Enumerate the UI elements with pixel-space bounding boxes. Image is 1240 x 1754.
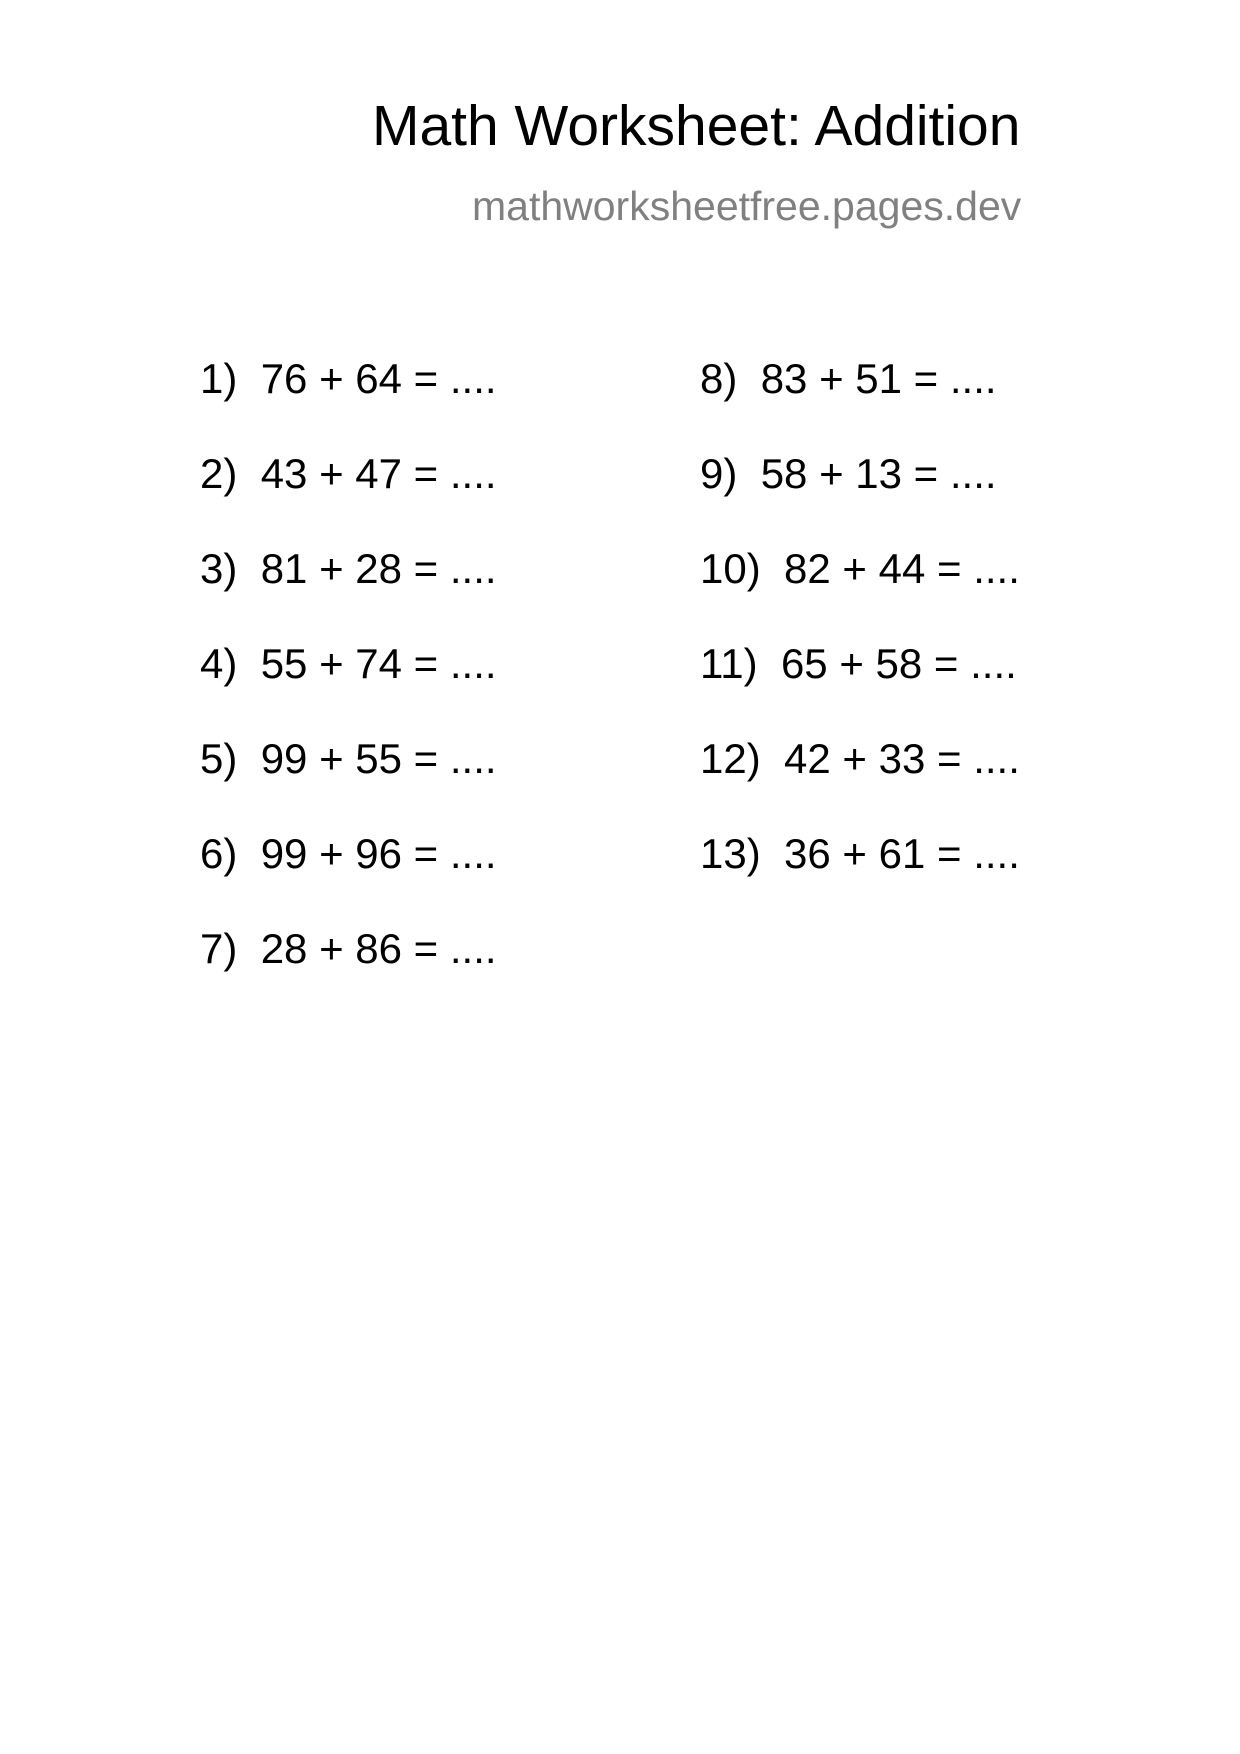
problem-item [700, 735, 1020, 782]
problem-number: 11) [700, 640, 758, 687]
problem-item [200, 355, 497, 402]
problem-item [200, 545, 497, 592]
problem-item [700, 640, 1017, 687]
problem-number: 5) [200, 735, 238, 782]
problem-expression: 99 + 55 = .... [260, 735, 497, 782]
problem-expression: 58 + 13 = .... [760, 450, 997, 497]
problem-item [700, 545, 1020, 592]
worksheet-title: Math Worksheet: Addition [372, 94, 1021, 158]
problem-item [700, 355, 997, 402]
problem-expression: 42 + 33 = .... [784, 735, 1020, 782]
problem-expression: 83 + 51 = .... [760, 355, 997, 402]
worksheet-source: mathworksheetfree.pages.dev [472, 183, 1022, 229]
problem-number: 12) [700, 735, 761, 782]
problem-number: 6) [200, 830, 238, 877]
problem-number: 13) [700, 830, 761, 877]
problem-expression: 76 + 64 = .... [260, 355, 497, 402]
problem-expression: 82 + 44 = .... [784, 545, 1020, 592]
problem-expression: 99 + 96 = .... [260, 830, 497, 877]
problem-number: 1) [200, 355, 238, 402]
problem-item [700, 830, 1020, 877]
problem-expression: 43 + 47 = .... [260, 450, 497, 497]
problem-number: 7) [200, 925, 238, 972]
problem-expression: 81 + 28 = .... [260, 545, 497, 592]
problem-item [200, 830, 497, 877]
problem-number: 9) [700, 450, 738, 497]
problem-number: 2) [200, 450, 238, 497]
problem-number: 8) [700, 355, 738, 402]
problem-item [700, 450, 997, 497]
problem-number: 3) [200, 545, 238, 592]
problem-number: 10) [700, 545, 761, 592]
problem-item [200, 640, 497, 687]
problem-expression: 36 + 61 = .... [784, 830, 1020, 877]
problem-expression: 55 + 74 = .... [260, 640, 497, 687]
problem-expression: 65 + 58 = .... [780, 640, 1017, 687]
problem-number: 4) [200, 640, 238, 687]
problem-expression: 28 + 86 = .... [260, 925, 497, 972]
problem-item [200, 450, 497, 497]
problem-item [200, 735, 497, 782]
problem-item [200, 925, 497, 972]
